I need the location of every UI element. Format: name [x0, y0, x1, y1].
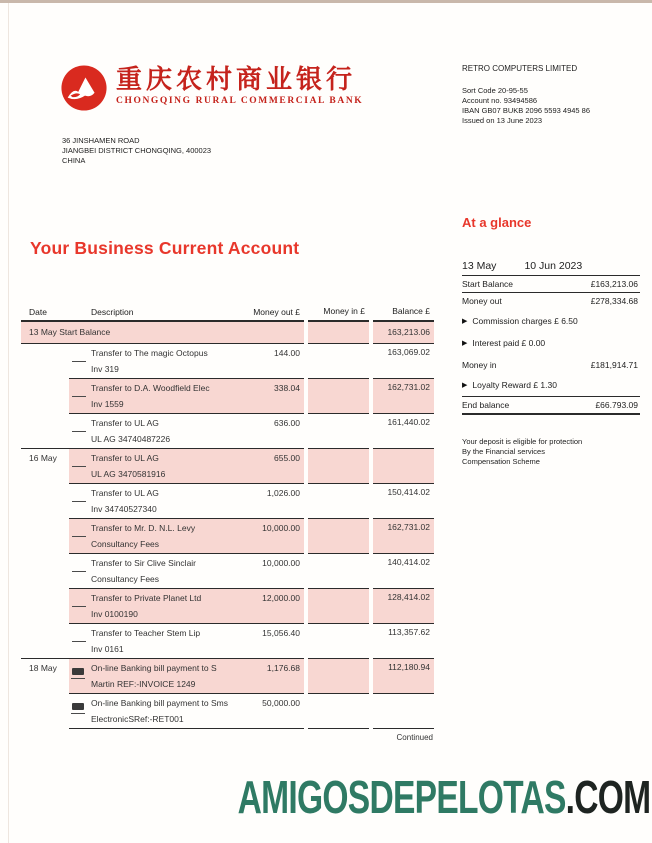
row-balance: 162,731.02 — [373, 518, 434, 553]
row-balance: 128,414.02 — [373, 588, 434, 623]
continued-label: Continued — [396, 733, 433, 742]
page-top-edge — [0, 0, 652, 3]
row-money-in — [308, 448, 369, 483]
customer-name: RETRO COMPUTERS LIMITED — [462, 64, 578, 73]
transfer-icon — [72, 431, 86, 432]
col-header-money-in: Money in £ — [308, 303, 369, 322]
transfer-icon — [72, 641, 86, 642]
transfer-icon — [72, 571, 86, 572]
row-balance — [373, 448, 434, 483]
row-reference: UL AG 3470581916 — [91, 469, 166, 479]
transfer-icon — [72, 536, 86, 537]
row-money-out: 10,000.00 — [262, 523, 300, 533]
row-description: Transfer to Mr. D. N.L. Levy — [91, 523, 196, 533]
deposit-protection-note: Your deposit is eligible for protection By the Financial services Compensation Scheme — [462, 437, 583, 466]
row-description: Transfer to Sir Clive Sinclair — [91, 558, 197, 568]
glance-start-balance — [462, 276, 640, 293]
row-money-out: 338.04 — [274, 383, 300, 393]
transfer-icon — [72, 501, 86, 502]
row-date — [21, 483, 69, 518]
row-description: Transfer to The magic Octopus — [91, 348, 208, 358]
row-money-in — [308, 518, 369, 553]
money-out-label: Money out — [462, 296, 502, 306]
row-balance: 150,414.02 — [373, 483, 434, 518]
row-money-out: 144.00 — [274, 348, 300, 358]
row-money-in — [308, 658, 369, 693]
row-balance: 161,440.02 — [373, 413, 434, 448]
row-balance: 112,180.94 — [373, 658, 434, 693]
watermark — [237, 770, 650, 824]
table-row — [21, 413, 434, 448]
row-money-out: 10,000.00 — [262, 558, 300, 568]
watermark-name: AMIGOSDEPELOTAS — [237, 771, 566, 823]
table-row — [21, 343, 434, 378]
row-reference: Martin REF:-INVOICE 1249 — [91, 679, 196, 689]
start-balance-value: 163,213.06 — [373, 322, 434, 343]
row-date: 16 May — [21, 448, 69, 483]
account-number: Account no. 93494586 — [462, 96, 538, 105]
transfer-icon — [72, 361, 86, 362]
row-money-out: 1,026.00 — [266, 488, 300, 498]
table-row — [21, 658, 434, 693]
start-balance-label: 13 May Start Balance — [21, 322, 304, 343]
row-money-in — [308, 343, 369, 378]
col-header-description-label: Description — [91, 307, 134, 317]
row-description: On-line Banking bill payment to Sms — [91, 698, 229, 708]
row-money-out: 12,000.00 — [262, 593, 300, 603]
col-header-date: Date — [21, 303, 69, 322]
row-money-in — [308, 413, 369, 448]
row-description: Transfer to Teacher Stem Lip — [91, 628, 201, 638]
row-reference: ElectronicSRef:-RET001 — [91, 714, 184, 724]
triangle-bullet-icon: ▶ — [462, 318, 468, 325]
row-date — [21, 588, 69, 623]
bank-name-block — [116, 64, 363, 106]
glance-money-in — [462, 357, 640, 373]
glance-money-out — [462, 293, 640, 309]
transactions-table — [21, 303, 434, 742]
table-row — [21, 693, 434, 728]
period-start: 13 May — [462, 260, 497, 272]
address-line-2: JIANGBEI DISTRICT CHONGQING, 400023 — [62, 146, 212, 155]
row-date — [21, 343, 69, 378]
row-money-out: 15,056.40 — [262, 628, 300, 638]
row-money-out: 655.00 — [274, 453, 300, 463]
interest-label: Interest paid £ 0.00 — [472, 338, 546, 348]
commission-label: Commission charges £ 6.50 — [472, 316, 578, 326]
start-balance-label: Start Balance — [462, 279, 514, 289]
end-balance-value: £66.793.09 — [595, 400, 638, 410]
row-reference: Inv 34740527340 — [91, 504, 157, 514]
row-reference: UL AG 34740487226 — [91, 434, 171, 444]
glance-title: At a glance — [462, 215, 532, 230]
loyalty-label: Loyalty Reward £ 1.30 — [472, 380, 557, 390]
online-banking-icon — [72, 703, 84, 710]
row-money-out: 50,000.00 — [262, 698, 300, 708]
col-header-description — [69, 303, 304, 322]
sort-code: Sort Code 20-95-55 — [462, 86, 528, 95]
row-money-out: 1,176.68 — [266, 663, 300, 673]
table-row — [21, 588, 434, 623]
row-reference: Inv 1559 — [91, 399, 124, 409]
watermark-tld: .COM — [565, 771, 650, 823]
row-date — [21, 378, 69, 413]
start-balance-value: £163,213.06 — [590, 279, 638, 289]
page-left-edge — [8, 3, 9, 843]
row-description: Transfer to UL AG — [91, 453, 159, 463]
row-reference: Consultancy Fees — [91, 574, 160, 584]
row-description: On-line Banking bill payment to S — [91, 663, 217, 673]
row-money-in — [308, 483, 369, 518]
row-date: 18 May — [21, 658, 69, 693]
period-end: 10 Jun 2023 — [524, 260, 583, 272]
at-a-glance-panel — [462, 215, 640, 467]
row-description: Transfer to UL AG — [91, 488, 159, 498]
row-balance: 162,731.02 — [373, 378, 434, 413]
row-reference: Inv 0100190 — [91, 609, 138, 619]
glance-end-balance — [462, 397, 640, 415]
bank-name-chinese: 重庆农村商业银行 — [116, 65, 357, 94]
table-row — [21, 553, 434, 588]
triangle-bullet-icon: ▶ — [462, 382, 468, 389]
account-details — [462, 64, 590, 126]
row-balance: 140,414.02 — [373, 553, 434, 588]
row-money-in — [308, 588, 369, 623]
table-row — [21, 518, 434, 553]
money-in-value: £181,914.71 — [590, 360, 638, 370]
row-reference: Consultancy Fees — [91, 539, 160, 549]
iban: IBAN GB07 BUKB 2096 5593 4945 86 — [462, 106, 591, 115]
table-header-row — [21, 303, 434, 322]
glance-loyalty — [462, 380, 640, 397]
table-row — [21, 483, 434, 518]
table-row — [21, 378, 434, 413]
row-balance: 163,069.02 — [373, 343, 434, 378]
col-header-money-out: Money out £ — [253, 307, 300, 317]
col-header-balance: Balance £ — [373, 303, 434, 322]
bank-address — [62, 136, 211, 166]
transfer-icon — [72, 466, 86, 467]
table-row — [21, 448, 434, 483]
transfer-icon — [72, 396, 86, 397]
row-description: Transfer to UL AG — [91, 418, 159, 428]
row-reference: Inv 0161 — [91, 644, 124, 654]
row-date — [21, 623, 69, 658]
row-money-in — [308, 378, 369, 413]
address-line-3: CHINA — [62, 156, 86, 165]
row-date — [21, 693, 69, 728]
start-balance-row — [21, 322, 434, 343]
money-out-value: £278,334.68 — [590, 296, 638, 306]
glance-period — [462, 260, 640, 276]
row-money-in — [308, 623, 369, 658]
row-balance — [373, 693, 434, 728]
row-description: Transfer to D.A. Woodfield Elec — [91, 383, 210, 393]
bank-brand — [60, 64, 363, 112]
row-date — [21, 518, 69, 553]
row-reference: Inv 319 — [91, 364, 119, 374]
online-banking-icon — [72, 668, 84, 675]
bank-name-english: CHONGQING RURAL COMMERCIAL BANK — [116, 96, 364, 106]
row-description: Transfer to Private Planet Ltd — [91, 593, 202, 603]
glance-commission — [462, 316, 640, 326]
row-date — [21, 413, 69, 448]
glance-interest — [462, 338, 640, 348]
triangle-bullet-icon: ▶ — [462, 340, 468, 347]
row-date — [21, 553, 69, 588]
page-title: Your Business Current Account — [30, 238, 300, 258]
row-money-in — [308, 553, 369, 588]
row-money-in — [308, 693, 369, 728]
table-row — [21, 623, 434, 658]
bank-logo-icon — [60, 64, 108, 112]
start-balance-money-in — [308, 322, 369, 343]
end-balance-label: End balance — [462, 400, 510, 410]
row-money-out: 636.00 — [274, 418, 300, 428]
issued-date: Issued on 13 June 2023 — [462, 116, 543, 125]
money-in-label: Money in — [462, 360, 497, 370]
transfer-icon — [72, 606, 86, 607]
address-line-1: 36 JINSHAMEN ROAD — [62, 136, 140, 145]
row-balance: 113,357.62 — [373, 623, 434, 658]
